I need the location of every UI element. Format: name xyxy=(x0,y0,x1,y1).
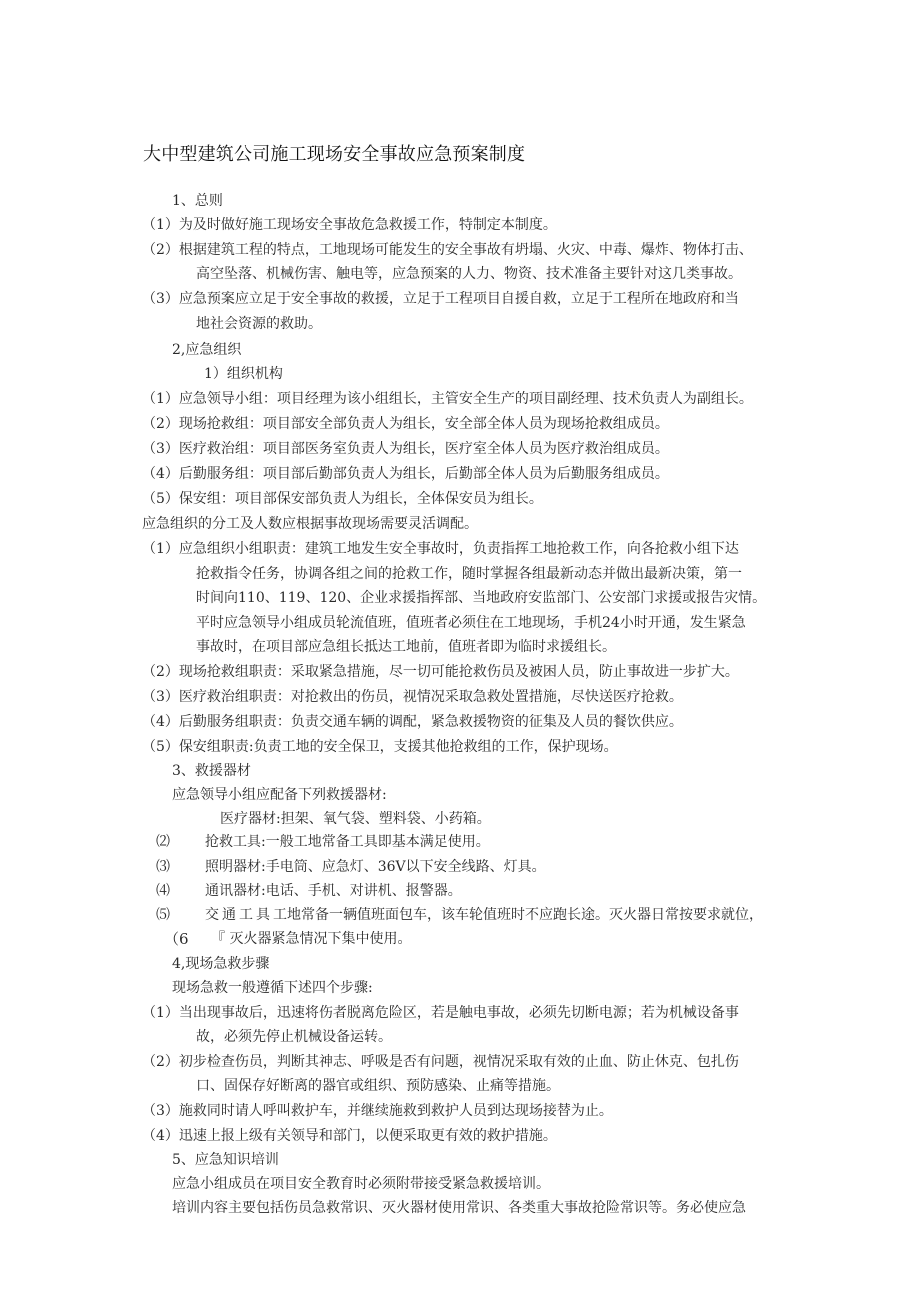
paragraph: （2）根据建筑工程的特点，工地现场可能发生的安全事故有坍塌、火灾、中毒、爆炸、物体打击、 xyxy=(142,242,753,258)
section-1-heading: 1、总则 xyxy=(172,193,223,209)
paragraph: 应急领导小组应配备下列救援器材: xyxy=(172,787,387,803)
paragraph: 应急小组成员在项目安全教育时必须附带接受紧急救援培训。 xyxy=(172,1176,550,1192)
paragraph: （5）保安组职责:负责工地的安全保卫，支援其他抢救组的工作，保护现场。 xyxy=(142,739,618,755)
paragraph: 口、固保存好断离的器官或组织、预防感染、止痛等措施。 xyxy=(196,1078,560,1094)
paragraph: 事故时，在项目部应急组长抵达工地前，值班者即为临时求援组长。 xyxy=(196,639,616,655)
equipment-text: 工地常备一辆值班面包车，该车轮值班时不应跑长途。灭火器日常按要求就位， xyxy=(273,907,763,923)
equipment-label: 抢救工具: xyxy=(205,834,266,850)
paragraph: 高空坠落、机械伤害、触电等，应急预案的人力、物资、技术准备主要针对这几类事故。 xyxy=(196,266,742,282)
section-2-heading: 2,应急组织 xyxy=(172,342,242,358)
equipment-number: （6 xyxy=(164,930,189,948)
equipment-number: ⑶ xyxy=(156,859,170,875)
paragraph: （3）医疗救治组职责：对抢救出的伤员，视情况采取急救处置措施，尽快送医疗抢救。 xyxy=(142,689,683,705)
equipment-text: 电话、手机、对讲机、报警器。 xyxy=(265,883,462,899)
equipment-item xyxy=(205,882,462,900)
paragraph: （4）后勤服务组职责：负责交通车辆的调配，紧急救援物资的征集及人员的餐饮供应。 xyxy=(142,714,683,730)
section-4-heading: 4,现场急救步骤 xyxy=(172,956,270,972)
equipment-text: 一般工地常备工具即基本满足使用。 xyxy=(265,834,490,850)
paragraph: 应急组织的分工及人数应根据事故现场需要灵活调配。 xyxy=(142,516,478,532)
paragraph: （3）医疗救治组：项目部医务室负责人为组长，医疗室全体人员为医疗救治组成员。 xyxy=(142,441,669,457)
equipment-item xyxy=(220,810,491,828)
paragraph: （2）现场抢救组：项目部安全部负责人为组长，安全部全体人员为现场抢救组成员。 xyxy=(142,416,669,432)
equipment-label: 交通工具 xyxy=(205,907,273,923)
equipment-label: 『 灭火器 xyxy=(211,931,272,947)
paragraph: （3）施救同时请人呼叫救护车，并继续施救到救护人员到达现场接替为止。 xyxy=(142,1103,613,1119)
paragraph: 培训内容主要包括伤员急救常识、灭火器材使用常识、各类重大事故抢险常识等。务必使应急 xyxy=(172,1200,746,1216)
equipment-label: 医疗器材: xyxy=(220,811,281,827)
equipment-text: 手电筒、应急灯、36V以下安全线路、灯具。 xyxy=(265,859,546,875)
section-2-subheading: 1）组织机构 xyxy=(204,366,283,382)
equipment-number: ⑷ xyxy=(156,883,170,899)
equipment-item xyxy=(211,930,411,948)
equipment-number: ⑸ xyxy=(156,907,170,923)
section-3-heading: 3、救援器材 xyxy=(172,763,251,779)
equipment-item xyxy=(205,858,546,876)
paragraph: 平时应急领导小组成员轮流值班，值班者必须住在工地现场，手机24小时开通，发生紧急 xyxy=(196,615,746,631)
equipment-item xyxy=(205,906,763,924)
paragraph: （4）迅速上报上级有关领导和部门，以便采取更有效的救护措施。 xyxy=(142,1128,557,1144)
paragraph: 现场急救一般遵循下述四个步骤: xyxy=(172,980,373,996)
equipment-label: 照明器材: xyxy=(205,859,266,875)
paragraph: （1）当出现事故后，迅速将伤者脱离危险区，若是触电事故，必须先切断电源；若为机械设备事 xyxy=(142,1005,739,1021)
equipment-number: ⑵ xyxy=(156,834,170,850)
document-title: 大中型建筑公司施工现场安全事故应急预案制度 xyxy=(143,144,526,165)
paragraph: 地社会资源的救助。 xyxy=(196,316,322,332)
paragraph: （1）为及时做好施工现场安全事故危急救援工作，特制定本制度。 xyxy=(142,217,557,233)
paragraph: （5）保安组：项目部保安部负责人为组长，全体保安员为组长。 xyxy=(142,491,543,507)
paragraph: （2）现场抢救组职责：采取紧急措施，尽一切可能抢救伤员及被困人员，防止事故进一步扩大。 xyxy=(142,664,739,680)
equipment-text: 担架、氧气袋、塑料袋、小药箱。 xyxy=(280,811,491,827)
paragraph: 时间向110、119、120、企业求援指挥部、当地政府安监部门、公安部门求援或报告灾情。 xyxy=(196,590,767,606)
paragraph: （1）应急组织小组职责：建筑工地发生安全事故时，负责指挥工地抢救工作，向各抢救小组下达 xyxy=(142,541,739,557)
paragraph: 故，必须先停止机械设备运转。 xyxy=(196,1029,392,1045)
section-5-heading: 5、应急知识培训 xyxy=(172,1152,279,1168)
equipment-item xyxy=(205,833,490,851)
paragraph: （1）应急领导小组：项目经理为该小组组长，主管安全生产的项目副经理、技术负责人为副组长。 xyxy=(142,391,753,407)
paragraph: 抢救指令任务，协调各组之间的抢救工作，随时掌握各组最新动态并做出最新决策，第一 xyxy=(196,566,742,582)
equipment-text: 紧急情况下集中使用。 xyxy=(271,931,412,947)
paragraph: （2）初步检查伤员，判断其神志、呼吸是否有问题，视情况采取有效的止血、防止休克、包扎伤 xyxy=(142,1054,739,1070)
paragraph: （3）应急预案应立足于安全事故的救援，立足于工程项目自援自救，立足于工程所在地政府和当 xyxy=(142,291,739,307)
equipment-label: 通讯器材: xyxy=(205,883,266,899)
paragraph: （4）后勤服务组：项目部后勤部负责人为组长，后勤部全体人员为后勤服务组成员。 xyxy=(142,466,669,482)
